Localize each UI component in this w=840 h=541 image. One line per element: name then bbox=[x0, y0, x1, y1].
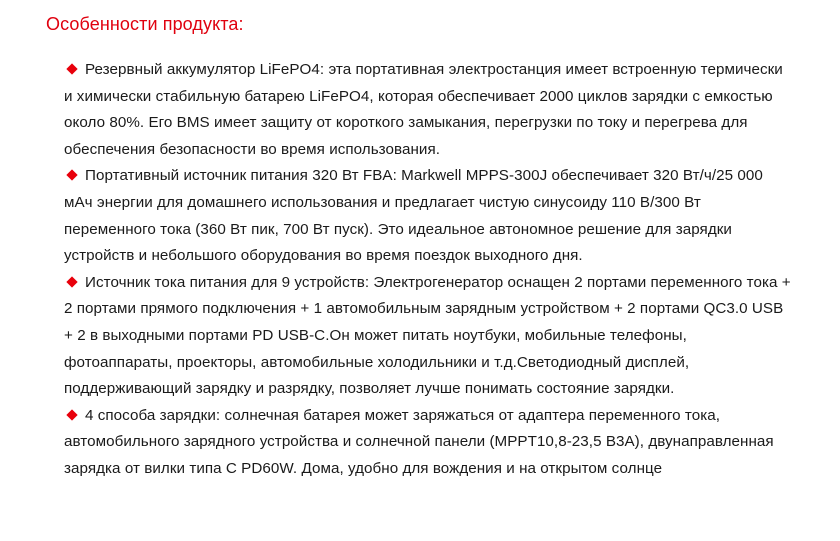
feature-text: Портативный источник питания 320 Вт FBA: Markwell MPPS-300J обеспечивает 320 Вт/ч/25 000 мАч энергии для домашнего использования и предлагает чистую синусоиду 110 В/300 Вт переменного тока (360 Вт пик, 700 Вт пуск). Это идеальное автономное решение для зарядки устройств и небольшого оборудования во время поездок выходного дня. bbox=[64, 167, 763, 265]
feature-text: 4 способа зарядки: солнечная батарея может заряжаться от адаптера переменного тока, автомобильного зарядного устройства и солнечной панели (MPPT10,8-23,5 В3А), двунаправленная зарядка от вилки типа C PD60W. Дома, удобно для вождения и на открытом солнце bbox=[64, 406, 774, 477]
feature-text: Источник тока питания для 9 устройств: Электрогенератор оснащен 2 портами переменного тока + 2 портами прямого подключения + 1 автомобильным зарядным устройством + 2 портами QC3.0 USB + 2 в выходными портами PD USB-C.Он может питать ноутбуки, мобильные телефоны, фотоаппараты, проекторы, автомобильные холодильники и т.д.Светодиодный дисплей, поддерживающий зарядку и разрядку, позволяет лучше понимать состояние зарядки. bbox=[64, 273, 791, 398]
feature-item-battery bbox=[64, 57, 792, 163]
feature-item-ports bbox=[64, 270, 792, 403]
feature-text: Резервный аккумулятор LiFePO4: эта портативная электростанция имеет встроенную термически и химически стабильную батарею LiFePO4, которая обеспечивает 2000 циклов зарядки с емкостью около 80%. Его BMS имеет защиту от короткого замыкания, перегрузки по току и перегрева для обеспечения безопасности во время использования. bbox=[64, 61, 783, 158]
feature-list bbox=[64, 57, 792, 483]
feature-item-charging bbox=[64, 403, 792, 483]
diamond-bullet-icon bbox=[66, 276, 77, 287]
section-heading: Особенности продукта: bbox=[46, 14, 244, 34]
diamond-bullet-icon bbox=[66, 409, 77, 420]
diamond-bullet-icon bbox=[66, 170, 77, 181]
feature-item-power-source bbox=[64, 163, 792, 269]
diamond-bullet-icon bbox=[66, 63, 77, 74]
